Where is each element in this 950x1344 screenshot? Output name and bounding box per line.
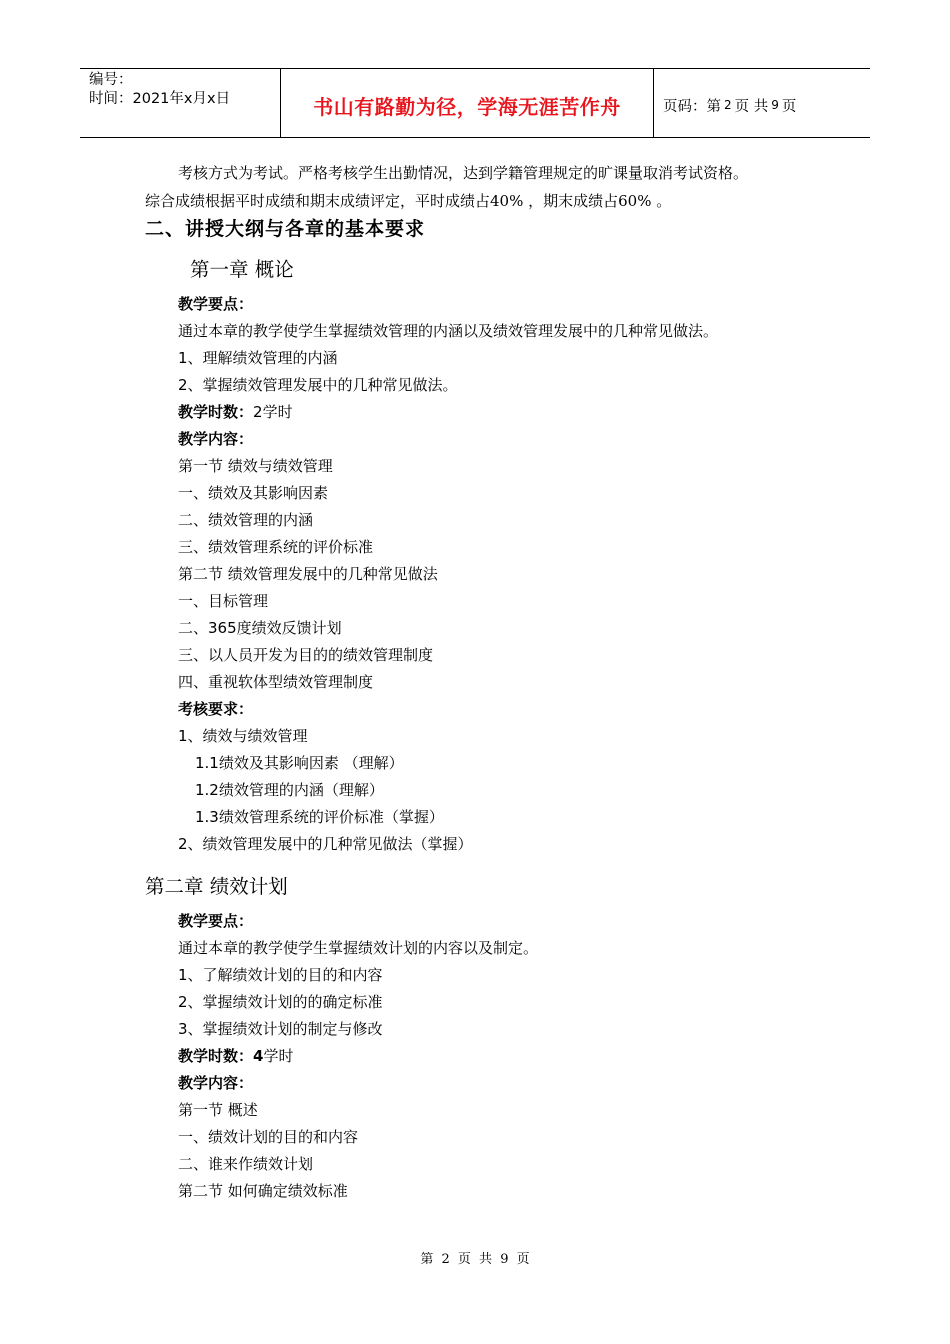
- ch1-key-points-label: 教学要点：: [178, 295, 254, 313]
- ch1-key-point: 2、掌握绩效管理发展中的几种常见做法。: [178, 376, 458, 394]
- chapter2-title: 第二章 绩效计划: [145, 875, 288, 898]
- ch1-assess-item: 2、绩效管理发展中的几种常见做法（掌握）: [178, 835, 473, 853]
- ch2-key-point: 3、掌握绩效计划的制定与修改: [178, 1020, 383, 1038]
- ch1-hours: [178, 401, 293, 422]
- ch1-hours-label: 教学时数：: [178, 403, 254, 421]
- page-total: 9: [771, 98, 779, 112]
- ch1-content-item: 第一节 绩效与绩效管理: [178, 457, 333, 475]
- ch1-content-label: 教学内容：: [178, 430, 254, 448]
- ch1-content-item: 一、目标管理: [178, 592, 269, 610]
- ch2-content-label: 教学内容：: [178, 1074, 254, 1092]
- ch1-key-point: 1、理解绩效管理的内涵: [178, 349, 338, 367]
- ch1-assess-item: 1、绩效与绩效管理: [178, 727, 308, 745]
- intro-line-1: 考核方式为考试。严格考核学生出勤情况，达到学籍管理规定的旷课量取消考试资格。: [178, 164, 749, 182]
- ch1-content-item: 第二节 绩效管理发展中的几种常见做法: [178, 565, 438, 583]
- page-prefix: 页码：第: [663, 98, 721, 115]
- page-mid: 页 共: [734, 98, 769, 115]
- ch1-assess-item: 1.2绩效管理的内涵（理解）: [195, 781, 384, 799]
- code-label: 编号：: [89, 72, 133, 88]
- ch1-content-item: 二、绩效管理的内涵: [178, 511, 314, 529]
- ch2-key-point: 2、掌握绩效计划的的确定标准: [178, 993, 383, 1011]
- ch2-key-points-intro: 通过本章的教学使学生掌握绩效计划的内容以及制定。: [178, 939, 539, 957]
- header-motto: 书山有路勤为径，学海无涯苦作舟: [281, 69, 654, 137]
- ch2-key-point: 1、了解绩效计划的目的和内容: [178, 966, 383, 984]
- ch1-content-item: 四、重视软体型绩效管理制度: [178, 673, 374, 691]
- page-footer: 第 2 页 共 9 页: [420, 1252, 530, 1267]
- ch2-key-points-label: 教学要点：: [178, 912, 254, 930]
- ch1-assess-item: 1.1绩效及其影响因素 （理解）: [195, 754, 404, 772]
- intro-line-2: 综合成绩根据平时成绩和期末成绩评定，平时成绩占40% ，期末成绩占60% 。: [145, 192, 672, 210]
- header-meta: [80, 69, 281, 137]
- ch1-assess-label: 考核要求：: [178, 700, 254, 718]
- header-page-info: [654, 69, 870, 137]
- ch2-hours: [178, 1045, 293, 1066]
- ch1-assess-item: 1.3绩效管理系统的评价标准（掌握）: [195, 808, 444, 826]
- ch1-content-item: 二、365度绩效反馈计划: [178, 619, 342, 637]
- ch2-content-item: 二、谁来作绩效计划: [178, 1155, 314, 1173]
- ch1-key-points-intro: 通过本章的教学使学生掌握绩效管理的内涵以及绩效管理发展中的几种常见做法。: [178, 322, 719, 340]
- ch1-content-item: 一、绩效及其影响因素: [178, 484, 329, 502]
- ch2-hours-value: 4: [253, 1047, 264, 1065]
- ch2-content-item: 一、绩效计划的目的和内容: [178, 1128, 359, 1146]
- ch2-hours-label: 教学时数：: [178, 1047, 254, 1065]
- ch2-hours-unit: 学时: [263, 1047, 294, 1065]
- ch1-content-item: 三、以人员开发为目的的绩效管理制度: [178, 646, 434, 664]
- section-title: 二、讲授大纲与各章的基本要求: [145, 218, 426, 240]
- ch1-hours-unit: 学时: [262, 403, 293, 421]
- ch2-content-item: 第一节 概述: [178, 1101, 258, 1119]
- chapter1-title: 第一章 概论: [190, 258, 294, 281]
- page-header: [80, 68, 870, 138]
- page-suffix: 页: [781, 98, 797, 115]
- ch1-content-item: 三、绩效管理系统的评价标准: [178, 538, 374, 556]
- page-number: 2: [724, 98, 732, 112]
- ch2-content-item: 第二节 如何确定绩效标准: [178, 1182, 348, 1200]
- ch1-hours-value: 2: [253, 403, 263, 421]
- time-label: 时间：2021年x月x日: [89, 91, 231, 107]
